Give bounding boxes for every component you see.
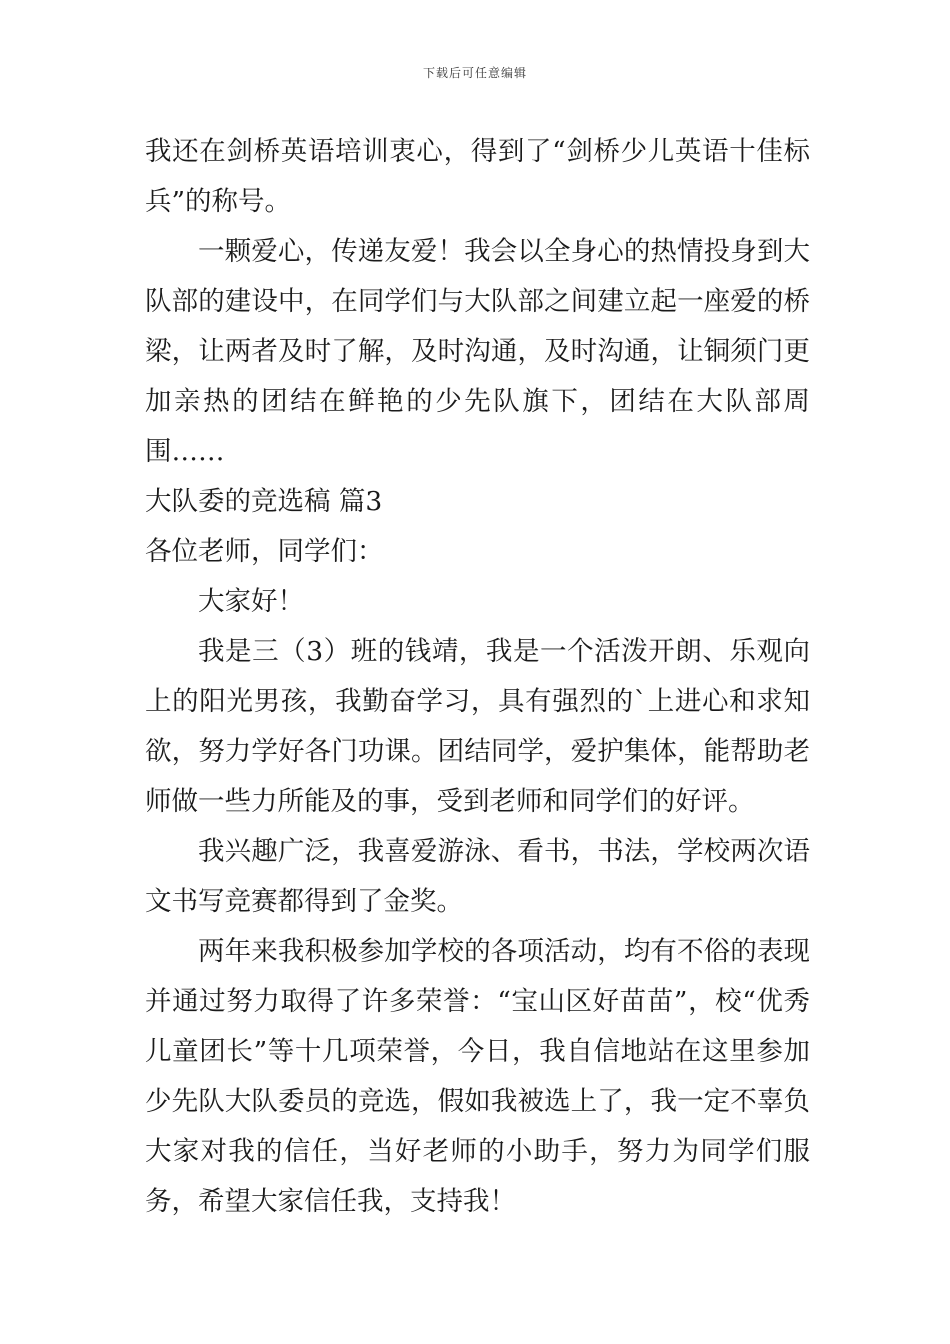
paragraph-continuation: 我还在剑桥英语培训衷心，得到了“剑桥少儿英语十佳标兵”的称号。 [145,136,810,217]
greeting: 大家好！ [198,586,304,617]
section-heading: 大队委的竞选稿 篇3 [145,486,383,517]
paragraph-achievements: 两年来我积极参加学校的各项活动，均有不俗的表现并通过努力取得了许多荣誉：“宝山区好苗苗”，校“优秀儿童团长”等十几项荣誉，今日，我自信地站在这里参加少先队大队委员的竞选，假如我被选上了，我一定不辜负大家对我的信任，当好老师的小助手，努力为同学们服务，希望大家信任我，支持我！ [145,936,810,1217]
paragraph-love: 一颗爱心，传递友爱！我会以全身心的热情投身到大队部的建设中，在同学们与大队部之间建立起一座爱的桥梁，让两者及时了解，及时沟通，及时沟通，让铜须门更加亲热的团结在鲜艳的少先队旗下，团结在大队部周围…… [145,236,810,467]
document-body [145,127,810,1227]
paragraph-introduction: 我是三（3）班的钱靖，我是一个活泼开朗、乐观向上的阳光男孩，我勤奋学习，具有强烈的`上进心和求知欲，努力学好各门功课。团结同学，爱护集体，能帮助老师做一些力所能及的事，受到老师和同学们的好评。 [145,636,810,817]
salutation: 各位老师，同学们： [145,536,384,567]
page-header-note: 下载后可任意编辑 [422,66,527,80]
paragraph-hobbies: 我兴趣广泛，我喜爱游泳、看书，书法，学校两次语文书写竞赛都得到了金奖。 [145,836,810,917]
